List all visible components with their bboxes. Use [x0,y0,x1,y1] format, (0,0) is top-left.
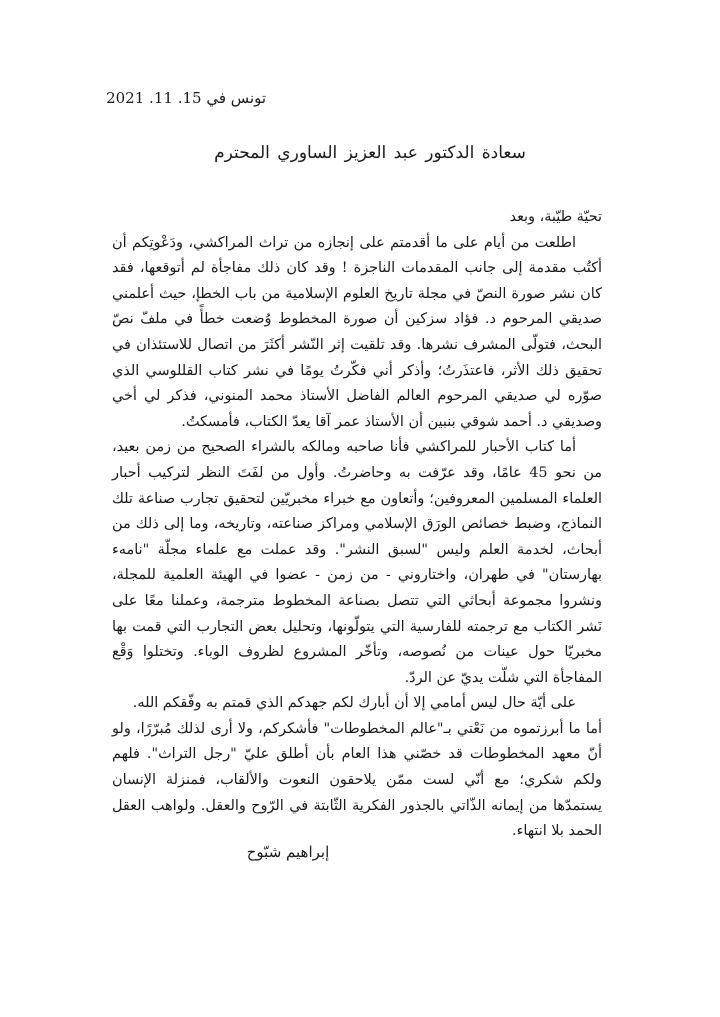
letter-paragraph-2: أما كتاب الأحبار للمراكشي فأنا صاحبه ومالكه بالشراء الصحيح من زمن بعيد، من نحو 45 عامًا، وقد عرّفت به وحاضرتُ. وأول من لفَتَ النظر لتركيب أحبار العلماء المسلمين المعروفين؛ وأتعاون مع خبراء مخبريّين لتحقيق تجارب صناعة تلك النماذج، وضبط خصائص الورَق الإسلامي ومراكز صناعته، وتاريخه، وما إلى ذلك من أبحاث، لخدمة العلم وليس "لسبق النشر". وقد عملت مع علماء مجلّة "نامهء بهارستان" في طهران، واختاروني - من زمن - عضوا في الهيئة العلمية للمجلة، ونشروا مجموعة أبحاثي التي تتصل بصناعة المخطوط مترجمة، وعملنا معًا على نَشر الكتاب مع ترجمته للفارسية التي يتولّونها، وتحليل بعض التجارب التي قمت بها مخبريّا حول عينات من نُصوصه، وتأخّر المشروع لظروف الوباء. وتختلوا وَقْع المفاجأة التي شلّت يديّ عن الردّ. [112,439,602,686]
letter-paragraph-1: اطلعت من أيام على ما أقدمتم على إنجازه من تراث المراكشي، ودَعْوتِكم أن أكتُب مقدمة إلى جانب المقدمات الناجزة ! وقد كان ذلك مفاجأة لم أتوقعها، فقد كان نشر صورة النصّ في مجلة تاريخ العلوم الإسلامية من باب الخطإ، حيث أعلمني صديقي المرحوم د. فؤاد سزكين أن صورة المخطوط وُضعت خطأً في ملفّ نصّ البحث، فتولّى المشرف نشرها. وقد تلقيت إثر النّشر أكثَرَ من اتصال للاستئذان في تحقيق ذلك الأثر، فاعتذَرتُ؛ وأذكر أني فكّرتُ يومًا في نشر كتاب القللوسي الذي صوّره لي صديقي المرحوم العالم الفاضل الأستاذ محمد المنوني، فذكر لي أخي وصديقي د. أحمد شوقي بنبين أن الأستاذ عمر آقا يعدّ الكتاب، فأمسكتُ. [112,234,602,430]
letter-signature: إبراهيم شبّوح [246,843,330,861]
letter-paragraph-4: أما ما أبرزتموه من نَعْتي بـ"عالم المخطوطات" فأشكركم، ولا أرى لذلك مُبرّرًا، ولو أنّ معهد المخطوطات قد خصّني هذا العام بأن أطلق عليّ "رجل التراث". فلهم ولكم شكري؛ مع أنّي لست ممّن يلاحقون النعوت والألقاب، فمنزلة الإنسان يستمدّها من إيمانه الذّاتي بالجذور الفكرية الثّابتة في الرّوح والعقل. ولواهب العقل الحمد بلا انتهاء. [112,720,602,840]
letter-body [112,205,602,845]
letter-addressee: سعادة الدكتور عبد العزيز الساوري المحترم [214,143,526,163]
letter-greeting: تحيّة طيّبة، وبعد [509,209,602,225]
letter-paragraph-3: على أيّة حال ليس أمامي إلا أن أبارك لكم جهدكم الذي قمتم به وفّقكم الله. [132,695,576,712]
letter-date: تونس في 15. 11. 2021 [106,89,266,107]
